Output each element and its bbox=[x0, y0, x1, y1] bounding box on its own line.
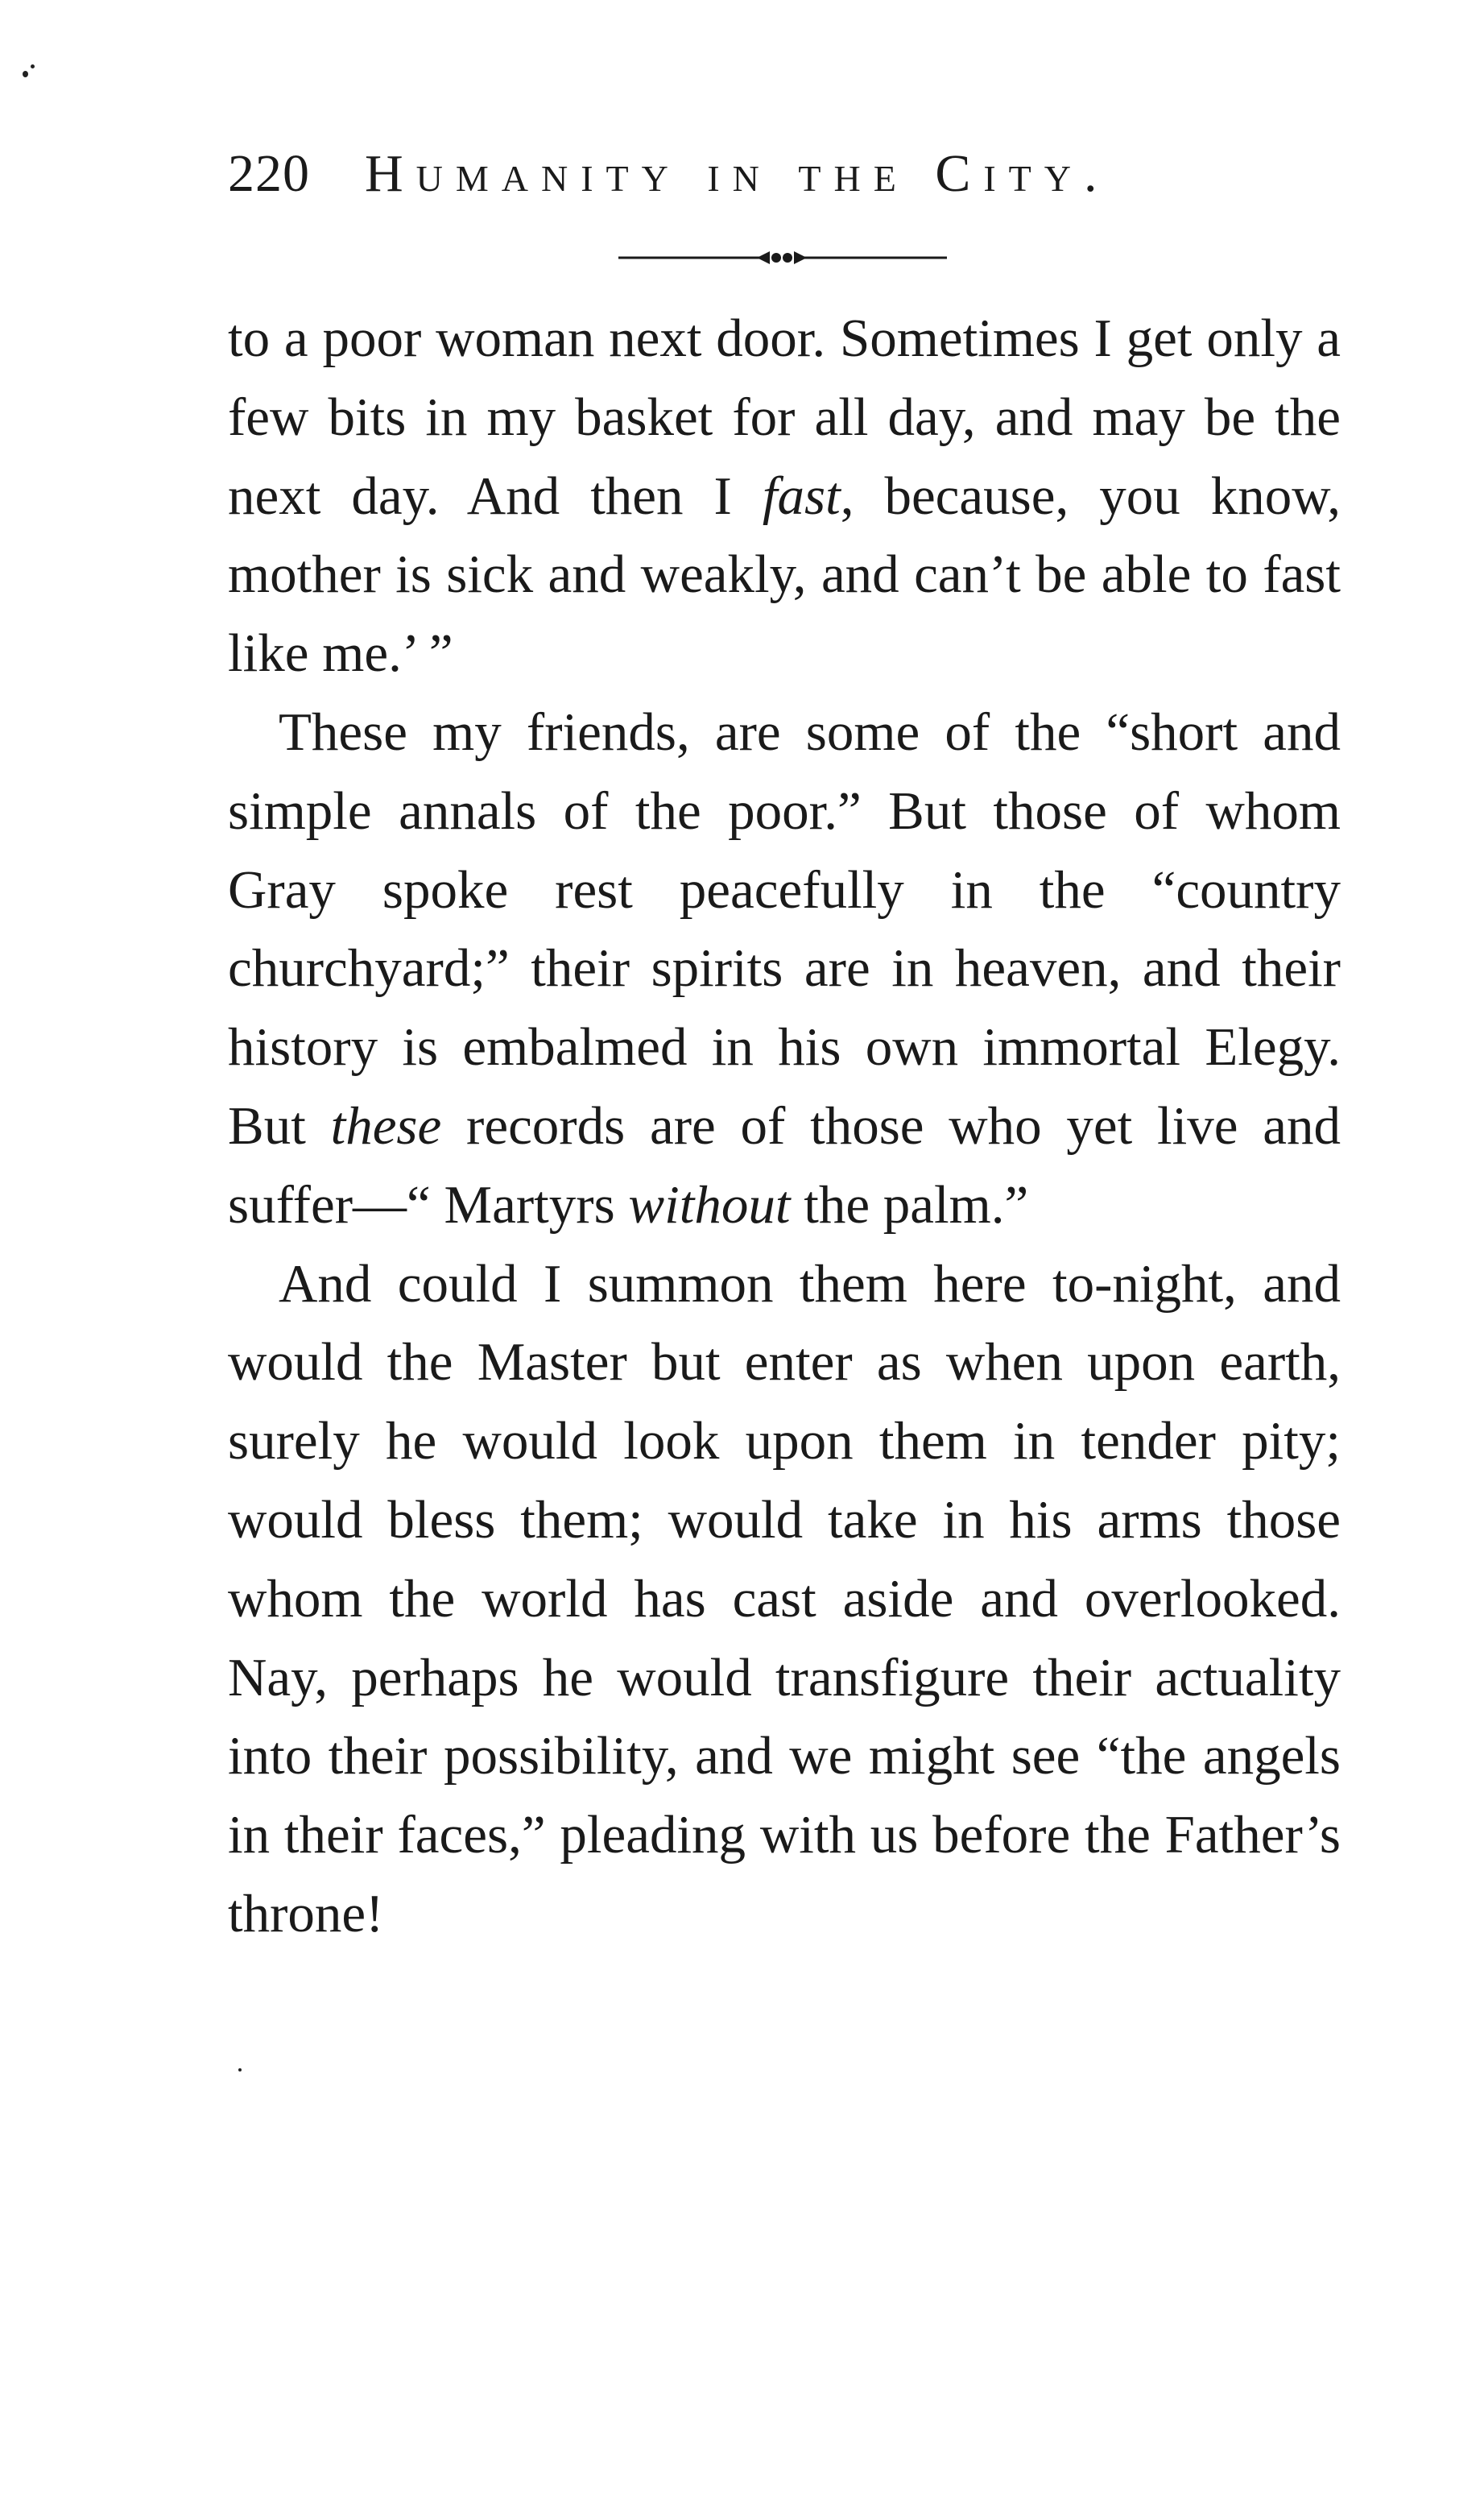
running-head: Humanity in the City. bbox=[365, 144, 1110, 203]
paragraph-2-text-a: These my friends, are some of the “short and simple annals of the poor.” But those of whom Gray spoke rest peacefully in the “country churchyard;” their spirits are in heaven, and their history is embalmed in his own immortal Elegy. But bbox=[228, 702, 1341, 1156]
emphasis-fast: fast bbox=[762, 466, 841, 526]
ink-speck bbox=[31, 64, 35, 68]
ink-speck bbox=[23, 71, 28, 77]
body-text bbox=[228, 300, 1341, 1954]
paragraph-2-text-b: records are of those who yet live and suffer—“ Martyrs bbox=[228, 1095, 1341, 1235]
header-rule-ornament bbox=[618, 242, 947, 274]
emphasis-these: these bbox=[330, 1095, 442, 1156]
page-header bbox=[228, 143, 1234, 216]
paragraph-2-text-c: the palm.” bbox=[790, 1174, 1029, 1235]
page-number: 220 bbox=[228, 144, 310, 203]
ink-speck bbox=[238, 2068, 242, 2071]
paragraph-2 bbox=[228, 693, 1341, 1245]
paragraph-1-text-b: , because, you know, mother is sick and weakly, and can’t be able to fast like me.’ ” bbox=[228, 466, 1341, 684]
emphasis-without: without bbox=[628, 1174, 791, 1235]
paragraph-1 bbox=[228, 300, 1341, 693]
paragraph-3: And could I summon them here to-night, and would the Master but enter as when upon earth, surely he would look upon them in tender pity; would bless them; would take in his arms those whom the world has cast aside and overlooked. Nay, perhaps he would transfigure their actuality into their possibility, and we might see “the angels in their faces,” pleading with us before the Father’s throne! bbox=[228, 1253, 1341, 1943]
paragraph-1-text-a: to a poor woman next door. Sometimes I get only a few bits in my basket for all day, and may be the next day. And then I bbox=[228, 308, 1341, 526]
